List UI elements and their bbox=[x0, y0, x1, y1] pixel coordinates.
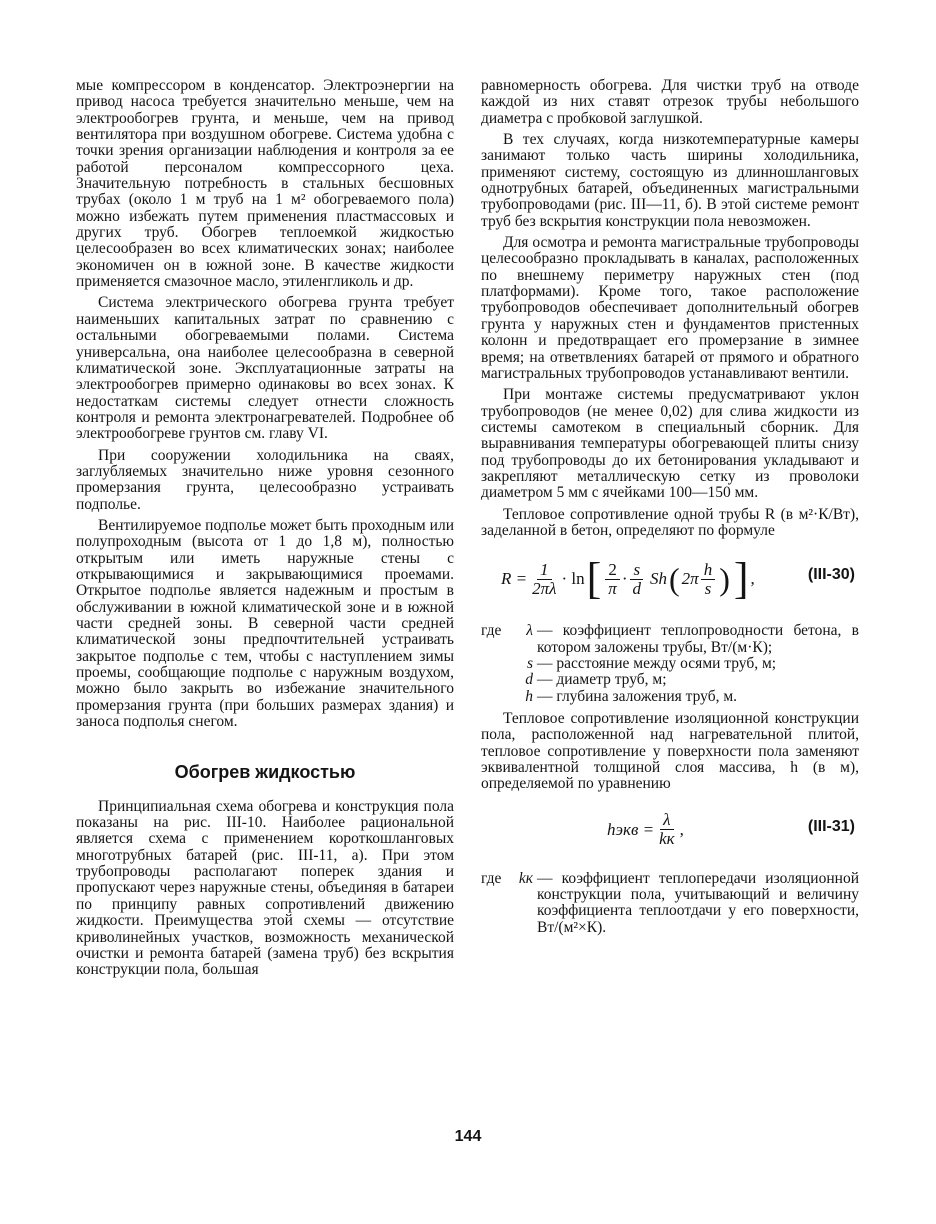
denominator: d bbox=[632, 578, 641, 598]
formula-lhs: R = bbox=[501, 569, 528, 589]
fraction bbox=[529, 561, 559, 598]
symbol: h bbox=[525, 687, 533, 705]
paragraph: При монтаже системы предусматривают уклон трубопроводов (не менее 0,02) для слива жидкости из системы самотеком в специальный сборник. Для выравнивания температуры обогревающей плиты снизу под трубопроводы до их бетонирования укладывают и закрепляют металлическую сетку из проволоки диаметром 5 мм с ячейками 100—150 мм. bbox=[481, 386, 859, 502]
left-column bbox=[76, 78, 454, 984]
paragraph: Тепловое сопротивление изоляционной конструкции пола, расположенной над нагревательной плитой, тепловое сопротивление у поверхности пола заменяют эквивалентной толщиной слоя массива, h (в м), определяемой по уравнению bbox=[481, 710, 859, 793]
comma: , bbox=[679, 819, 684, 839]
paragraph: мые компрессором в конденсатор. Электроэнергии на привод насоса требуется значительно меньше, чем на электрообогрев грунта, и меньше, чем на привод вентилятора при воздушном обогреве. Система удобна с точки зрения организации наблюдения и контроля за ее работой персоналом компрессорного цеха. Значительную потребность в стальных бесшовных трубах (около 1 м труб на 1 м² обогреваемого пола) можно избежать путем применения пластмассовых и других труб. Обогрев теплоемкой жидкостью целесообразен во всех климатических зонах; наиболее экономичен он в южной зоне. В качестве жидкости применяется смазочное масло, этиленгликоль и др. bbox=[76, 77, 454, 291]
definition-row bbox=[481, 871, 859, 936]
formula-iii-30 bbox=[481, 549, 859, 609]
denominator: s bbox=[704, 578, 712, 598]
definition-text: — диаметр труб, м; bbox=[537, 671, 667, 689]
paragraph: равномерность обогрева. Для чистки труб на отводе каждой из них ставят отрезок трубы небольшого диаметра с пробковой заглушкой. bbox=[481, 77, 859, 127]
definition-row bbox=[481, 689, 859, 705]
paragraph: Система электрического обогрева грунта требует наименьших капитальных затрат по сравнению с остальными обогреваемыми полами. Система универсальна, она наиболее целесообразна в северной климатической зоне. Эксплуатационные затраты на электрообогрев примерно одинаковы во всех зонах. К недостаткам системы следует отнести сложность контроля и ремонта электронагревателей. Подробнее об электрообогреве грунтов см. главу VI. bbox=[76, 294, 454, 443]
fraction bbox=[701, 561, 716, 598]
formula-body: R = $\frac{1}{2\pi\lambda}$ · ln [ $\frac{2}{\pi}$ · $\frac{s}{d}$ Sh ( 2π $\frac{h}{s}$ ) ] , bbox=[501, 554, 755, 604]
equation-number: (III-30) bbox=[807, 566, 855, 584]
formula-body bbox=[607, 803, 684, 857]
fraction bbox=[656, 811, 678, 848]
sh-function: Sh bbox=[650, 569, 667, 589]
definition-row bbox=[481, 672, 859, 688]
definition-text: — коэффициент теплопередачи изоляционной конструкции пола, учитывающий и величину коэффициента теплоотдачи у его поверхности, Вт/(м²×К). bbox=[537, 869, 859, 936]
where-label: где bbox=[481, 869, 502, 887]
paragraph: В тех случаях, когда низкотемпературные камеры занимают только часть ширины холодильника, применяют систему, состоящую из длинношланговых однотрубных батарей, объединенных магистральными трубопроводами (рис. III—11, б). В этой системе ремонт труб без вскрытия конструкции пола невозможен. bbox=[481, 131, 859, 230]
fraction bbox=[605, 561, 620, 598]
definition-row bbox=[481, 656, 859, 672]
formula-iii-31 bbox=[481, 803, 859, 857]
left-paren: ( bbox=[669, 561, 680, 598]
paragraph: Вентилируемое подполье может быть проходным или полупроходным (высота от 1 до 1,8 м), полностью открытым или иметь наружные стены с открывающимися и закрывающимися проемами. Открытое подполье является надежным и простым в обслуживании в южной климатической зоне и в южной части средней зоны. В северной части средней климатической зоны предпочтительней устраивать закрытое подполье с тем, чтобы с наступлением зимы проемы, сообщающие подполье с наружным воздухом, можно было закрыть во избежание значительного промерзания грунта (при больших размерах здания) и заноса подполья снегом. bbox=[76, 516, 454, 731]
definition-text: — коэффициент теплопроводности бетона, в котором заложены трубы, Вт/(м·К); bbox=[537, 622, 859, 656]
symbol: s bbox=[526, 654, 533, 672]
denominator: kк bbox=[659, 829, 675, 849]
symbol: kк bbox=[518, 869, 533, 887]
page-number: 144 bbox=[454, 1128, 482, 1145]
definition-text: — глубина заложения труб, м. bbox=[537, 687, 738, 705]
where-label: где bbox=[481, 622, 502, 640]
left-bracket: [ bbox=[586, 554, 602, 604]
equation-number: (III-31) bbox=[807, 817, 855, 835]
formula-lhs: hэкв = bbox=[607, 819, 655, 839]
dot-operator: · bbox=[621, 569, 628, 589]
paragraph: Для осмотра и ремонта магистральные трубопроводы целесообразно прокладывать в каналах, расположенных по внешнему периметру наружных стен (под платформами). Кроме того, такое расположение трубопроводов обеспечивает дополнительный обогрев грунта у наружных стен и фундаментов пристенных колонн и предотвращает его промерзание в зимнее время; на ответвлениях батарей от прямого и обратного магистральных трубопроводов устанавливают вентили. bbox=[481, 234, 859, 382]
symbol: λ bbox=[526, 622, 533, 640]
numerator: s bbox=[630, 561, 643, 580]
fraction bbox=[630, 561, 645, 598]
denominator: 2πλ bbox=[532, 578, 557, 598]
numerator: 1 bbox=[537, 561, 552, 580]
right-column bbox=[481, 78, 859, 942]
definition-row bbox=[481, 623, 859, 656]
numerator: λ bbox=[660, 811, 673, 830]
denominator: π bbox=[608, 578, 617, 598]
definition-text: — расстояние между осями труб, м; bbox=[537, 654, 777, 672]
symbol: d bbox=[525, 671, 533, 689]
right-paren: ) bbox=[719, 561, 730, 598]
right-bracket: ] bbox=[733, 554, 749, 604]
paragraph: Тепловое сопротивление одной трубы R (в м²·К/Вт), заделанной в бетон, определяют по формуле bbox=[481, 505, 859, 539]
variable-definitions bbox=[481, 871, 859, 936]
numerator: 2 bbox=[605, 561, 620, 580]
paragraph: При сооружении холодильника на сваях, заглубляемых значительно ниже уровня сезонного промерзания грунта, целесообразно устраивать подполье. bbox=[76, 446, 454, 513]
paragraph: Принципиальная схема обогрева и конструкция пола показаны на рис. III-10. Наиболее рациональной является схема с применением короткошланговых многотрубных батарей (рис. III-11, а). При этом трубопроводы располагают поперек здания и пропускают через наружные стены, объединяя в батареи по принципу равных сопротивлений движению жидкости. Преимущества этой схемы — отсутствие криволинейных участков, возможность механической очистки и ремонта батарей (замена труб) без вскрытия конструкции пола, большая bbox=[76, 797, 454, 979]
variable-definitions bbox=[481, 623, 859, 705]
two-pi: 2π bbox=[681, 569, 699, 589]
numerator: h bbox=[701, 561, 716, 580]
section-heading: Обогрев жидкостью bbox=[174, 762, 356, 783]
ln-operator: · ln bbox=[561, 569, 585, 589]
